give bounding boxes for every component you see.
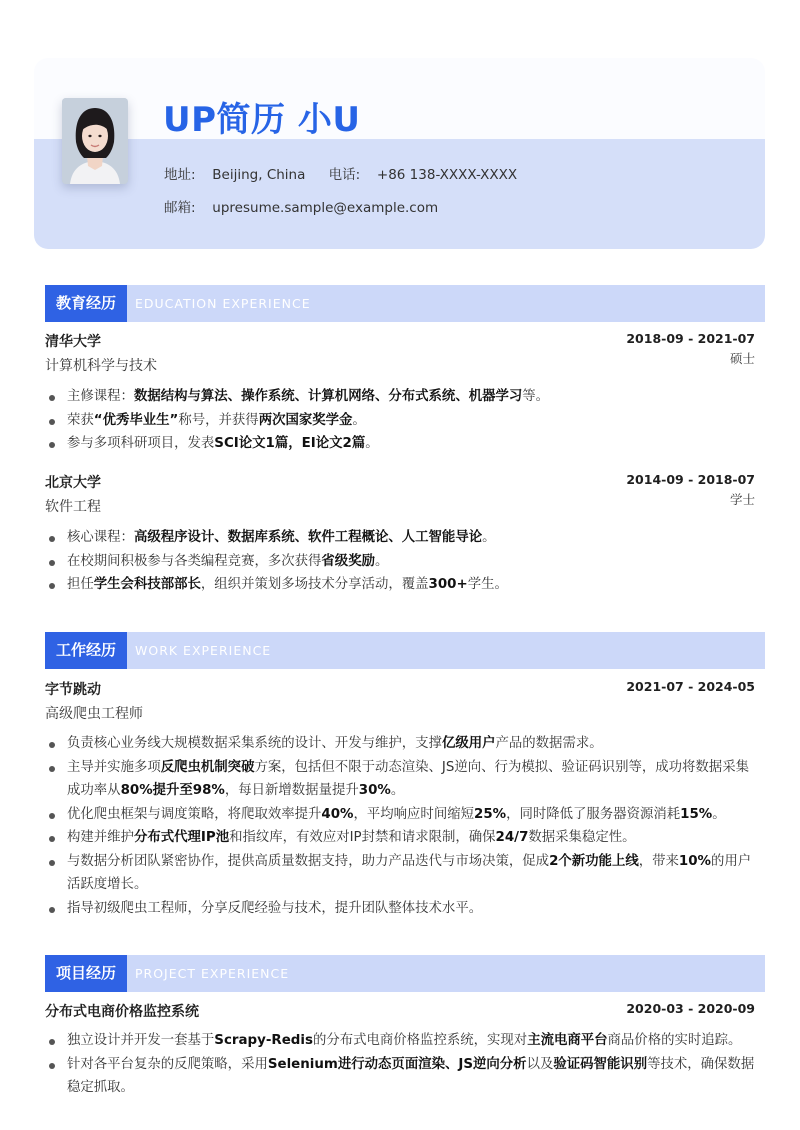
bullet-text: 和指纹库，有效应对IP封禁和请求限制，确保 <box>229 830 496 845</box>
address-value: Beijing, China <box>212 167 306 183</box>
bullet-emphasis: Selenium进行动态页面渲染、JS逆向分析 <box>267 1056 527 1072</box>
bullet-item <box>45 1053 757 1100</box>
bullet-emphasis: 15% <box>680 806 713 822</box>
bullet-emphasis: 反爬虫机制突破 <box>160 759 255 775</box>
bullet-text: 称号，并获得 <box>178 412 259 428</box>
bullet-item <box>45 803 757 827</box>
work-bullets <box>45 732 757 920</box>
project-title: 项目经历 <box>45 955 127 992</box>
bullet-emphasis: 2个新功能上线 <box>549 853 639 869</box>
education-date: 2018-09 - 2021-07 <box>626 331 755 346</box>
bullet-text: 担任 <box>67 577 94 592</box>
work-date: 2021-07 - 2024-05 <box>626 679 755 694</box>
bullet-text: 以及 <box>526 1056 554 1072</box>
bullet-text: 主修课程： <box>67 389 134 404</box>
education-bullets <box>45 385 757 456</box>
bullet-text: 荣获 <box>67 412 94 428</box>
bullet-text: 参与多项科研项目，发表 <box>67 436 215 451</box>
education-title: 教育经历 <box>45 285 127 322</box>
bullet-text: 的分布式电商价格监控系统，实现对 <box>312 1033 528 1048</box>
bullet-text: 商品价格的实时追踪。 <box>607 1033 742 1048</box>
bullet-emphasis: 省级奖励 <box>321 553 375 569</box>
bullet-text: 主导并实施多项 <box>67 759 161 775</box>
project-bullets <box>45 1029 757 1100</box>
bullet-emphasis: 数据结构与算法、操作系统、计算机网络、分布式系统、机器学习 <box>133 389 523 404</box>
education-entry <box>45 331 755 379</box>
bullet-text: 。 <box>374 553 389 569</box>
bullet-item <box>45 732 757 756</box>
bullet-text: ，平均响应时间缩短 <box>353 806 474 822</box>
education-major: 软件工程 <box>45 499 101 515</box>
profile-photo <box>62 98 128 184</box>
bullet-text: 指导初级爬虫工程师，分享反爬经验与技术，提升团队整体技术水平。 <box>67 900 483 916</box>
bullet-text: 在校期间积极参与各类编程竞赛，多次获得 <box>67 553 322 569</box>
bullet-item <box>45 526 757 550</box>
bullet-text: 产品的数据需求。 <box>495 736 603 751</box>
bullet-emphasis: 300+ <box>428 577 468 592</box>
bullet-emphasis: 10% <box>678 853 711 869</box>
project-name: 分布式电商价格监控系统 <box>45 1004 199 1020</box>
company-name: 字节跳动 <box>45 682 101 698</box>
phone-label: 电话: <box>328 167 361 183</box>
education-section-header <box>45 285 765 322</box>
bullet-emphasis: Scrapy-Redis <box>214 1033 313 1048</box>
work-title: 工作经历 <box>45 632 127 669</box>
bullet-text: 针对各平台复杂的反爬策略，采用 <box>67 1056 268 1072</box>
bullet-item <box>45 756 757 803</box>
education-date: 2014-09 - 2018-07 <box>626 472 755 487</box>
bullet-item <box>45 897 757 921</box>
work-title-en: WORK EXPERIENCE <box>135 643 272 658</box>
bullet-text: 优化爬虫框架与调度策略，将爬取效率提升 <box>67 806 322 822</box>
bullet-emphasis: 验证码智能识别 <box>553 1056 648 1072</box>
education-major: 计算机科学与技术 <box>45 358 157 374</box>
bullet-text: 数据采集稳定性。 <box>528 830 636 845</box>
header-card <box>34 58 765 249</box>
email-label: 邮箱: <box>164 200 196 216</box>
bullet-emphasis: SCI论文1篇，EI论文2篇 <box>214 436 366 451</box>
candidate-name: UP简历 小U <box>163 100 361 140</box>
bullet-emphasis: 30% <box>358 783 391 798</box>
project-date: 2020-03 - 2020-09 <box>626 1001 755 1016</box>
education-title-en: EDUCATION EXPERIENCE <box>135 296 311 311</box>
bullet-text: ，每日新增数据量提升 <box>224 783 359 798</box>
bullet-text: 等。 <box>522 389 550 404</box>
work-entry <box>45 679 755 727</box>
bullet-item <box>45 826 757 850</box>
email-value[interactable]: upresume.sample@example.com <box>212 200 439 216</box>
bullet-text: 。 <box>712 806 726 822</box>
school-name: 北京大学 <box>45 475 101 491</box>
bullet-item <box>45 385 757 409</box>
bullet-text: 的用户活跃度增长。 <box>67 853 752 892</box>
project-section-header <box>45 955 765 992</box>
address-label: 地址: <box>164 167 196 183</box>
bullet-text: 独立设计并开发一套基于 <box>67 1033 215 1048</box>
bullet-item <box>45 550 757 574</box>
bullet-emphasis: 亿级用户 <box>441 736 496 751</box>
bullet-text: ，组织并策划多场技术分享活动，覆盖 <box>200 577 429 592</box>
profile-photo-illustration <box>62 98 128 184</box>
phone-value: +86 138-XXXX-XXXX <box>376 167 518 183</box>
bullet-emphasis: 学生会科技部部长 <box>93 577 201 592</box>
bullet-emphasis: 两次国家奖学金 <box>258 412 353 428</box>
education-degree: 硕士 <box>729 351 755 366</box>
bullet-emphasis: 24/7 <box>495 830 529 845</box>
school-name: 清华大学 <box>45 334 101 350</box>
contact-row-2 <box>164 196 438 216</box>
bullet-text: 。 <box>390 783 405 798</box>
bullet-text: 。 <box>482 530 496 545</box>
bullet-text: 负责核心业务线大规模数据采集系统的设计、开发与维护，支撑 <box>67 736 442 751</box>
bullet-text: 方案，包括但不限于动态渲染、JS逆向、行为模拟、验证码识别等，成功将数据采集成功率从 <box>67 759 749 798</box>
bullet-item <box>45 573 757 597</box>
education-degree: 学士 <box>729 492 755 507</box>
bullet-item <box>45 1029 757 1053</box>
work-section-header <box>45 632 765 669</box>
contact-row-1 <box>164 163 517 183</box>
project-title-en: PROJECT EXPERIENCE <box>135 966 290 981</box>
bullet-item <box>45 409 757 433</box>
bullet-text: 。 <box>352 412 366 428</box>
bullet-item <box>45 850 757 897</box>
bullet-text: 。 <box>365 436 379 451</box>
bullet-text: ，带来 <box>638 853 679 869</box>
bullet-emphasis: 25% <box>474 806 507 822</box>
bullet-item <box>45 432 757 456</box>
bullet-emphasis: 80%提升至98% <box>120 783 225 798</box>
bullet-text: 等技术，确保数据稳定抓取。 <box>67 1056 755 1095</box>
bullet-emphasis: 高级程序设计、数据库系统、软件工程概论、人工智能导论 <box>133 530 483 545</box>
bullet-text: 学生。 <box>467 577 508 592</box>
project-entry <box>45 1001 755 1025</box>
bullet-text: 与数据分析团队紧密协作，提供高质量数据支持，助力产品迭代与市场决策，促成 <box>67 853 550 869</box>
bullet-emphasis: “优秀毕业生” <box>93 412 179 428</box>
bullet-text: ，同时降低了服务器资源消耗 <box>506 806 681 822</box>
job-position: 高级爬虫工程师 <box>45 706 143 722</box>
bullet-emphasis: 分布式代理IP池 <box>133 830 230 845</box>
bullet-text: 核心课程： <box>67 530 134 545</box>
bullet-emphasis: 40% <box>321 806 354 822</box>
education-bullets <box>45 526 757 597</box>
bullet-text: 构建并维护 <box>67 830 134 845</box>
bullet-emphasis: 主流电商平台 <box>527 1033 608 1048</box>
education-entry <box>45 472 755 520</box>
